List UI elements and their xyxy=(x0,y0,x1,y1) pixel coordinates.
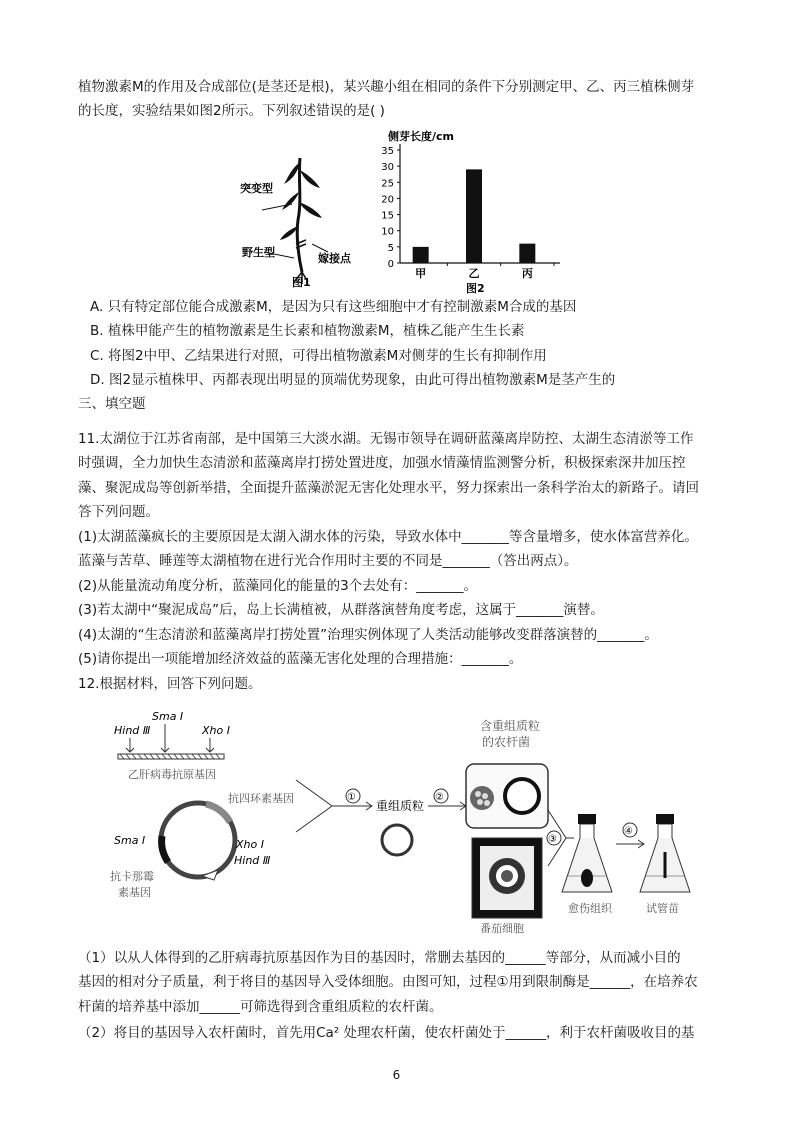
fig1-label-wild: 野生型 xyxy=(242,246,275,259)
fig1-caption: 图1 xyxy=(292,276,311,289)
label-agro-1: 含重组质粒 xyxy=(480,719,541,733)
label-callus: 愈伤组织 xyxy=(568,902,612,915)
q11-sub1-line1: (1)太湖蓝藻疯长的主要原因是太湖入湖水体的污染，导致水体中_______等含量增多，使水体富营养化。 xyxy=(78,529,698,545)
step-2: ② xyxy=(435,792,444,803)
chart-y-tick-label: 25 xyxy=(381,178,394,190)
label-xho-top: Xho Ⅰ xyxy=(202,724,230,737)
chart-bar-1 xyxy=(413,247,429,263)
chart-y-tick-label: 30 xyxy=(381,162,394,174)
label-hbv-gene: 乙肝病毒抗原基因 xyxy=(128,768,216,781)
chart-y-tick-label: 10 xyxy=(381,226,394,238)
chart-y-tick-label: 20 xyxy=(381,194,394,206)
q10-option-b: B. 植株甲能产生的植物激素是生长素和植物激素M，植株乙能产生生长素 xyxy=(90,323,525,339)
label-agro-2: 的农杆菌 xyxy=(482,735,531,749)
chart-y-tick-label: 35 xyxy=(381,146,394,157)
q12-sub2: （2）将目的基因导入农杆菌时，首先用Ca² 处理农杆菌，使农杆菌处于______，利于农杆菌吸收目的基 xyxy=(78,1025,695,1041)
label-tomato-cell: 番茄细胞 xyxy=(480,922,524,935)
page-number: 6 xyxy=(392,1068,401,1082)
q10-option-c: C. 将图2中甲、乙结果进行对照，可得出植物激素M对侧芽的生长有抑制作用 xyxy=(90,348,547,364)
label-kan-gene-2: 素基因 xyxy=(118,886,151,899)
q12-stem: 12.根据材料，回答下列问题。 xyxy=(78,676,262,692)
step-4: ④ xyxy=(624,826,633,837)
fig1-label-mutant: 突变型 xyxy=(240,182,273,195)
step-3: ③ xyxy=(548,834,557,845)
label-sma-top: Sma Ⅰ xyxy=(152,710,184,723)
q10-option-d: D. 图2显示植株甲、丙都表现出明显的顶端优势现象，由此可得出植物激素M是茎产生的 xyxy=(90,372,616,388)
label-hind-top: Hind Ⅲ xyxy=(114,724,151,737)
step-1: ① xyxy=(347,792,356,803)
chart-ylabel: 侧芽长度/cm xyxy=(388,130,454,143)
q11-stem-line4: 答下列问题。 xyxy=(78,504,159,520)
q11-stem-line1: 11.太湖位于江苏省南部，是中国第三大淡水湖。无锡市领导在调研蓝藻离岸防控、太湖生态清淤等工作 xyxy=(78,431,694,447)
label-sma-plasmid: Sma Ⅰ xyxy=(114,834,146,847)
label-recombinant-plasmid: 重组质粒 xyxy=(376,799,425,813)
chart-x-tick-label: 乙 xyxy=(468,267,480,280)
chart-x-tick-label: 丙 xyxy=(521,267,533,280)
chart-title: 图2 xyxy=(466,282,485,295)
q10-stem-line1: 植物激素M的作用及合成部位(是茎还是根)，某兴趣小组在相同的条件下分别测定甲、乙、丙三植株侧芽 xyxy=(78,79,695,95)
chart-y-tick-label: 5 xyxy=(387,242,394,254)
q11-sub4: (4)太湖的“生态清淤和蓝藻离岸打捞处置”治理实例体现了人类活动能够改变群落演替的_______。 xyxy=(78,627,658,643)
label-tet-gene: 抗四环素基因 xyxy=(228,792,294,805)
chart-x-tick-label: 甲 xyxy=(415,267,427,280)
fig1-label-graft: 嫁接点 xyxy=(318,252,351,265)
figure-gene-engineering xyxy=(110,706,710,936)
chart-bar-3 xyxy=(519,244,535,263)
q10-option-a: A. 只有特定部位能合成激素M，是因为只有这些细胞中才有控制激素M合成的基因 xyxy=(90,299,577,315)
q11-sub5: (5)请你提出一项能增加经济效益的蓝藻无害化处理的合理措施：_______。 xyxy=(78,651,523,667)
q11-sub3: (3)若太湖中“聚泥成岛”后，岛上长满植被，从群落演替角度考虑，这属于_______演替。 xyxy=(78,602,604,618)
chart-y-tick-label: 0 xyxy=(387,259,394,270)
q11-stem-line3: 藻、聚泥成岛等创新举措，全面提升蓝藻淤泥无害化处理水平，努力探索出一条科学治太的新路子。请回 xyxy=(78,480,699,496)
label-xho-plasmid: Xho Ⅰ xyxy=(236,838,264,851)
q11-stem-line2: 时强调，全力加快生态清淤和蓝藻离岸打捞处置进度，加强水情藻情监测警分析，积极探索深井加压控 xyxy=(78,455,686,471)
q12-sub1-line2: 基因的相对分子质量，利于将目的基因导入受体细胞。由图可知，过程①用到限制酶是______，在培养农 xyxy=(78,974,698,990)
q12-sub1-line3: 杆菌的培养基中添加______可筛选得到含重组质粒的农杆菌。 xyxy=(78,999,443,1015)
q10-stem-line2: 的长度，实验结果如图2所示。下列叙述错误的是( ) xyxy=(78,103,385,119)
label-hind-plasmid: Hind Ⅲ xyxy=(234,854,271,867)
section-heading-fill-blank: 三、填空题 xyxy=(78,396,146,412)
label-seedling: 试管苗 xyxy=(646,902,679,915)
chart-bar-2 xyxy=(466,169,482,263)
q11-sub2: (2)从能量流动角度分析，蓝藻同化的能量的3个去处有：_______。 xyxy=(78,578,477,594)
chart-y-tick-label: 15 xyxy=(381,210,394,222)
q11-sub1-line2: 蓝藻与苦草、睡莲等太湖植物在进行光合作用时主要的不同是_______（答出两点）。 xyxy=(78,553,578,569)
q12-sub1-line1: （1）以从人体得到的乙肝病毒抗原基因作为目的基因时，常删去基因的______等部分，从而减小目的 xyxy=(78,950,681,966)
figure-2-bar-chart xyxy=(360,128,580,298)
label-kan-gene-1: 抗卡那霉 xyxy=(110,870,154,883)
